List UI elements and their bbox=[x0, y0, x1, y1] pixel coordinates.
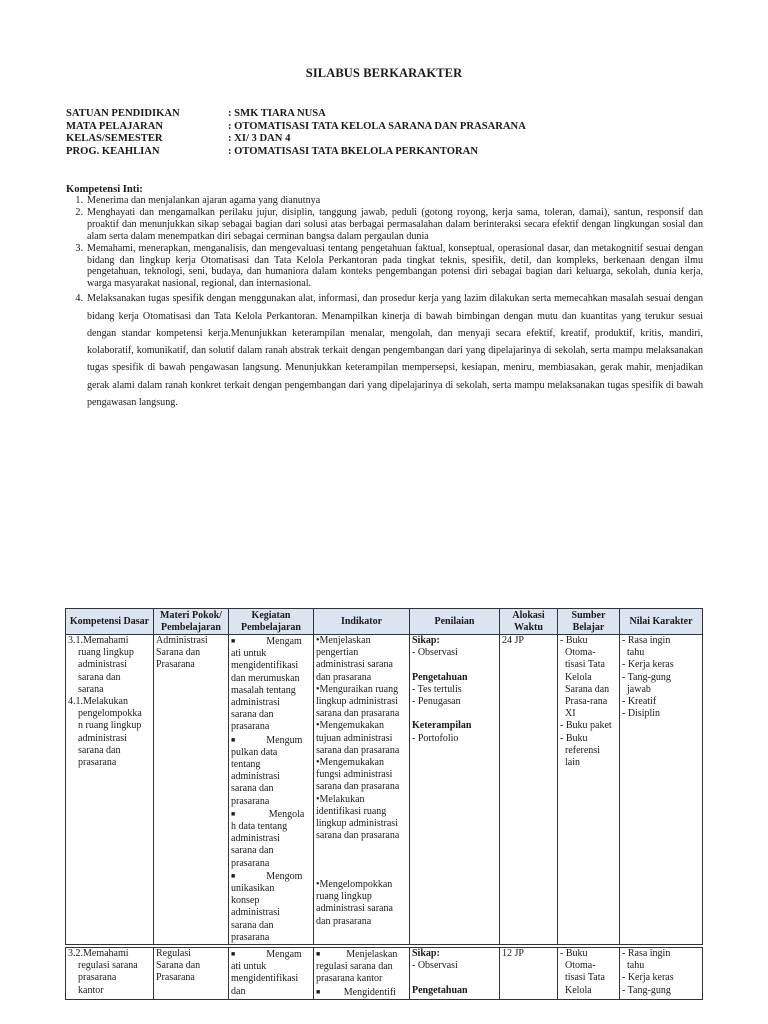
cell-line: lain bbox=[560, 757, 580, 769]
cell-line: prasarana bbox=[68, 757, 117, 769]
cell-kompetensi-dasar bbox=[66, 946, 154, 999]
meta-row bbox=[66, 133, 526, 146]
cell-line: - Kreatif bbox=[622, 696, 657, 708]
header-sumber-belajar: Sumber Belajar bbox=[558, 609, 620, 635]
cell-materi bbox=[154, 635, 229, 947]
cell-line bbox=[231, 808, 311, 821]
meta-row bbox=[66, 121, 526, 134]
cell-text: Mengemukakan bbox=[319, 757, 384, 769]
cell-penilaian bbox=[410, 946, 500, 999]
cell-line: - Observasi bbox=[412, 647, 458, 659]
cell-line bbox=[231, 948, 311, 961]
cell-line: administrasi bbox=[231, 907, 280, 919]
cell-line: administrasi bbox=[231, 833, 280, 845]
kompetensi-inti-heading: Kompetensi Inti: bbox=[66, 184, 143, 195]
header-kegiatan-pembelajaran: Kegiatan Pembelajaran bbox=[229, 609, 314, 635]
cell-kegiatan bbox=[229, 946, 314, 999]
cell-line: prasarana bbox=[231, 857, 270, 869]
kegiatan-item bbox=[231, 808, 311, 870]
cell-line: - Rasa ingin bbox=[622, 635, 671, 646]
penilaian-pengetahuan-label: Pengetahuan bbox=[412, 984, 468, 996]
cell-line: prasarana bbox=[68, 972, 117, 984]
cell-line: tahu bbox=[622, 960, 645, 972]
cell-line: n ruang lingkup bbox=[68, 720, 142, 732]
cell-text: Melakukan bbox=[319, 793, 365, 805]
cell-line: tisasi Tata bbox=[560, 972, 605, 984]
cell-line bbox=[316, 986, 407, 999]
table-header-row bbox=[66, 609, 703, 635]
identity-block bbox=[66, 108, 526, 158]
indikator-item bbox=[316, 635, 407, 684]
cell-line: h data tentang bbox=[231, 821, 288, 833]
cell-line: Kelola bbox=[560, 984, 592, 996]
kegiatan-item bbox=[231, 870, 311, 944]
cell-line: konsep bbox=[231, 895, 260, 907]
cell-line: Administrasi bbox=[156, 635, 208, 646]
item-text: Memahami, menerapkan, menganalisis, dan mengevaluasi tentang pengetahuan faktual, konseptual, operasional dasar, dan metakognitif sesuai dengan bidang dan lingkup kerja Otomatisasi dan Tata Kelola Perkantoran pada tingkat teknis, spesifik, detil, dan kompleks, berkenaan dengan ilmu pengetahuan, teknologi, seni, budaya, dan humaniora dalam konteks pengembangan potensi diri sebagai bagian dari keluarga, sekolah, dunia kerja, warga masyarakat nasional, regional, dan internasional. bbox=[87, 242, 703, 290]
cell-line: - Buku paket bbox=[560, 720, 612, 732]
cell-line: regulasi sarana bbox=[68, 960, 138, 972]
cell-line: dan prasarana bbox=[316, 915, 372, 927]
cell-line: administrasi bbox=[231, 771, 280, 783]
cell-sumber-belajar bbox=[558, 946, 620, 999]
cell-indikator bbox=[314, 946, 410, 999]
cell-line: pengertian bbox=[316, 647, 359, 659]
cell-line: fungsi administrasi bbox=[316, 769, 393, 781]
cell-line: tujuan administrasi bbox=[316, 732, 393, 744]
cell-text: Mengelompokkan bbox=[319, 879, 393, 891]
table-row bbox=[66, 946, 703, 999]
cell-line: - Observasi bbox=[412, 960, 458, 972]
penilaian-sikap-label: Sikap: bbox=[412, 635, 440, 646]
cell-line: mengidentifikasi bbox=[231, 973, 299, 985]
cell-line: kantor bbox=[68, 984, 104, 996]
cell-line: Kelola bbox=[560, 671, 592, 683]
cell-line: identifikasi ruang bbox=[316, 805, 387, 817]
cell-line: sarana dan bbox=[231, 709, 274, 721]
cell-line: masalah tentang bbox=[231, 684, 296, 696]
cell-alokasi-waktu: 12 JP bbox=[500, 946, 558, 999]
cell-line: prasarana bbox=[231, 931, 270, 943]
syllabus-table bbox=[65, 608, 703, 1000]
item-number: 1. bbox=[75, 195, 83, 206]
cell-line: prasarana kantor bbox=[316, 973, 383, 985]
cell-nilai-karakter bbox=[620, 946, 703, 999]
cell-line: lingkup administrasi bbox=[316, 818, 398, 830]
cell-line: - Buku bbox=[560, 635, 588, 646]
cell-line: - Portofolio bbox=[412, 732, 459, 744]
meta-row bbox=[66, 146, 526, 159]
cell-line: mengidentifikasi bbox=[231, 660, 299, 672]
meta-value: : XI/ 3 DAN 4 bbox=[228, 133, 291, 145]
kegiatan-item bbox=[231, 635, 311, 734]
cell-line: •Mengelompokkan bbox=[316, 879, 393, 891]
header-materi-pokok: Materi Pokok/ Pembelajaran bbox=[154, 609, 229, 635]
cell-line: pulkan data bbox=[231, 746, 278, 758]
cell-line: dan prasarana bbox=[316, 671, 372, 683]
cell-line: sarana dan bbox=[231, 845, 274, 857]
spacer bbox=[412, 659, 497, 671]
header-alokasi-waktu: Alokasi Waktu bbox=[500, 609, 558, 635]
cell-line: sarana dan bbox=[231, 783, 274, 795]
cell-line: dan bbox=[231, 985, 246, 997]
cell-line: sarana dan bbox=[68, 744, 121, 756]
cell-line: - Tes tertulis bbox=[412, 683, 462, 695]
bullet-square-icon: ■ bbox=[231, 637, 236, 645]
kompetensi-inti-item bbox=[66, 207, 703, 243]
cell-line: sarana dan prasarana bbox=[316, 781, 400, 793]
item-number: 2. bbox=[75, 206, 83, 218]
cell-line: - Disiplin bbox=[622, 708, 661, 720]
cell-line: ati untuk bbox=[231, 648, 267, 660]
cell-kegiatan bbox=[229, 635, 314, 947]
meta-label: SATUAN PENDIDIKAN bbox=[66, 108, 180, 119]
spacer bbox=[316, 855, 407, 867]
cell-line: sarana dan prasarana bbox=[316, 708, 400, 720]
bullet-square-icon: ■ bbox=[316, 987, 321, 996]
cell-line: lingkup administrasi bbox=[316, 696, 398, 708]
meta-label: MATA PELAJARAN bbox=[66, 120, 164, 132]
cell-text: Mengum bbox=[236, 734, 303, 746]
cell-line: sarana dan bbox=[231, 919, 274, 931]
penilaian-keterampilan-label: Keterampilan bbox=[412, 720, 472, 732]
cell-text: Mengom bbox=[236, 870, 303, 882]
cell-line: administrasi bbox=[231, 697, 280, 709]
meta-label: PROG. KEAHLIAN bbox=[66, 145, 160, 157]
kompetensi-inti-item bbox=[66, 195, 703, 207]
indikator-item bbox=[316, 684, 407, 721]
cell-text: Mengola bbox=[236, 808, 305, 820]
cell-line: sarana bbox=[68, 683, 104, 695]
indikator-item bbox=[316, 757, 407, 794]
header-kompetensi-dasar: Kompetensi Dasar bbox=[66, 609, 154, 635]
cell-text: Mengam bbox=[236, 949, 302, 961]
bullet-square-icon: ■ bbox=[231, 735, 236, 744]
kompetensi-inti-item bbox=[66, 243, 703, 291]
cell-line: pengelompokka bbox=[68, 708, 142, 720]
kegiatan-item bbox=[231, 734, 311, 808]
cell-line: prasarana bbox=[231, 795, 270, 807]
cell-text: Mengam bbox=[236, 636, 302, 647]
cell-text: Menjelaskan bbox=[319, 635, 371, 646]
cell-line: Regulasi bbox=[156, 948, 191, 960]
indikator-item bbox=[316, 879, 407, 928]
meta-value: : SMK TIARA NUSA bbox=[228, 108, 326, 119]
cell-line: Sarana dan bbox=[156, 960, 201, 972]
cell-line: - Tang-gung bbox=[622, 671, 671, 683]
bullet-square-icon: ■ bbox=[231, 871, 236, 880]
cell-line: administrasi bbox=[68, 659, 127, 671]
cell-alokasi-waktu: 24 JP bbox=[500, 635, 558, 947]
bullet-square-icon: ■ bbox=[316, 950, 321, 959]
header-nilai-karakter: Nilai Karakter bbox=[620, 609, 703, 635]
cell-indikator bbox=[314, 635, 410, 947]
cell-line: regulasi sarana dan bbox=[316, 961, 393, 973]
meta-label: KELAS/SEMESTER bbox=[66, 133, 163, 145]
cell-text: Menjelaskan bbox=[321, 949, 398, 961]
cell-nilai-karakter bbox=[620, 635, 703, 947]
cell-text: Mengemukakan bbox=[319, 720, 384, 732]
cell-line: - Tang-gung bbox=[622, 984, 671, 996]
penilaian-sikap-label: Sikap: bbox=[412, 948, 440, 960]
cell-line: - Buku bbox=[560, 732, 588, 744]
meta-value: : OTOMATISASI TATA KELOLA SARANA DAN PRASARANA bbox=[228, 120, 526, 132]
kompetensi-inti-item bbox=[66, 290, 703, 411]
cell-line: sarana dan bbox=[68, 671, 121, 683]
cell-line: dan merumuskan bbox=[231, 672, 300, 684]
item-text: Menghayati dan mengamalkan perilaku jujur, disiplin, tanggung jawab, peduli (gotong royong, kerja sama, toleran, damai), santun, responsif dan proaktif dan menunjukkan sikap sebagai bagian dari solusi atas berbagai permasalahan dalam berinteraksi secara efektif dengan lingkungan sosial dan alam serta dalam menempatkan diri sebagai cerminan bangsa dalam pergaulan dunia bbox=[87, 206, 703, 242]
cell-line: prasarana bbox=[231, 721, 270, 733]
cell-line: - Rasa ingin bbox=[622, 948, 671, 960]
cell-line: tahu bbox=[622, 647, 645, 659]
table-row bbox=[66, 635, 703, 947]
cell-kompetensi-dasar bbox=[66, 635, 154, 947]
cell-line: tisasi Tata bbox=[560, 659, 605, 671]
cell-line: Otoma- bbox=[560, 960, 596, 972]
cell-line: Sarana dan bbox=[560, 683, 610, 695]
cell-materi bbox=[154, 946, 229, 999]
spacer bbox=[316, 842, 407, 854]
cell-line: •Mengemukakan bbox=[316, 720, 384, 732]
spacer bbox=[412, 708, 497, 720]
cell-line bbox=[231, 635, 311, 648]
cell-line: 4.1.Melakukan bbox=[68, 696, 128, 708]
cell-text: Menguraikan ruang bbox=[319, 683, 399, 695]
cell-line: •Menjelaskan bbox=[316, 635, 371, 646]
cell-line: •Mengemukakan bbox=[316, 757, 384, 769]
cell-line: - Kerja keras bbox=[622, 659, 674, 671]
cell-line bbox=[231, 734, 311, 747]
bullet-square-icon: ■ bbox=[231, 950, 236, 959]
cell-line bbox=[231, 870, 311, 883]
cell-penilaian bbox=[410, 635, 500, 947]
cell-text: Mengidentifi bbox=[321, 986, 396, 998]
cell-line: Otoma- bbox=[560, 647, 596, 659]
cell-line: jawab bbox=[622, 683, 651, 695]
cell-line: ruang lingkup bbox=[316, 891, 372, 903]
cell-line: - Kerja keras bbox=[622, 972, 674, 984]
cell-line: sarana dan prasarana bbox=[316, 744, 400, 756]
kompetensi-inti-list bbox=[66, 195, 703, 411]
cell-line: administrasi sarana bbox=[316, 659, 393, 671]
cell-line: administrasi bbox=[68, 732, 127, 744]
item-text: Melaksanakan tugas spesifik dengan menggunakan alat, informasi, dan prosedur kerja yang lazim dilakukan serta memecahkan masalah sesuai dengan bidang kerja Otomatisasi dan Tata Kelola Perkantoran. Menampilkan kinerja di bawah bimbingan dengan mutu dan kuantitas yang terukur sesuai dengan standar kompetensi kerja.Menunjukkan keterampilan menalar, mengolah, dan menyaji secara efektif, kreatif, produktif, kritis, mandiri, kolaboratif, komunikatif, dan solutif dalam ranah abstrak terkait dengan pengembangan dari yang dipelajarinya di sekolah, serta mampu melaksanakan tugas spesifik di bawah pengawasan langsung. Menunjukkan keterampilan mempersepsi, kesiapan, meniru, membiasakan, gerak mahir, menjadikan gerak alami dalam ranah konkret terkait dengan pengembangan dari yang dipelajarinya di sekolah, serta mampu melaksanakan tugas spesifik di bawah pengawasan langsung. bbox=[87, 293, 703, 409]
cell-line: Prasa-rana bbox=[560, 696, 608, 708]
cell-sumber-belajar bbox=[558, 635, 620, 947]
indikator-item bbox=[316, 794, 407, 843]
header-penilaian: Penilaian bbox=[410, 609, 500, 635]
cell-line: ati untuk bbox=[231, 961, 267, 973]
cell-line: Sarana dan bbox=[156, 647, 201, 659]
cell-line: - Penugasan bbox=[412, 696, 461, 707]
indikator-item bbox=[316, 720, 407, 757]
cell-line: tentang bbox=[231, 759, 261, 771]
cell-line: - Buku bbox=[560, 948, 588, 960]
spacer bbox=[316, 867, 407, 879]
cell-line: referensi bbox=[560, 744, 600, 756]
penilaian-pengetahuan-label: Pengetahuan bbox=[412, 671, 468, 683]
spacer bbox=[412, 972, 497, 984]
bullet-square-icon: ■ bbox=[231, 809, 236, 818]
cell-line: •Melakukan bbox=[316, 793, 365, 805]
cell-line: sarana dan prasarana bbox=[316, 830, 400, 842]
cell-line: ruang lingkup bbox=[68, 647, 134, 659]
header-indikator: Indikator bbox=[314, 609, 410, 635]
meta-value: : OTOMATISASI TATA BKELOLA PERKANTORAN bbox=[228, 145, 478, 157]
document-title: SILABUS BERKARAKTER bbox=[305, 66, 463, 80]
cell-line: 3.1.Memahami bbox=[68, 635, 129, 646]
item-number: 3. bbox=[75, 242, 83, 254]
cell-line: Prasarana bbox=[156, 972, 195, 984]
cell-line: •Menguraikan ruang bbox=[316, 683, 399, 695]
item-text: Menerima dan menjalankan ajaran agama yang dianutnya bbox=[87, 195, 321, 206]
cell-line: unikasikan bbox=[231, 883, 275, 895]
cell-line: 3.2.Memahami bbox=[68, 948, 129, 960]
meta-row bbox=[66, 108, 526, 121]
item-number: 4. bbox=[75, 293, 83, 305]
cell-line: XI bbox=[560, 708, 576, 720]
cell-line: administrasi sarana bbox=[316, 903, 393, 915]
cell-line bbox=[316, 948, 407, 961]
cell-line: Prasarana bbox=[156, 659, 195, 671]
